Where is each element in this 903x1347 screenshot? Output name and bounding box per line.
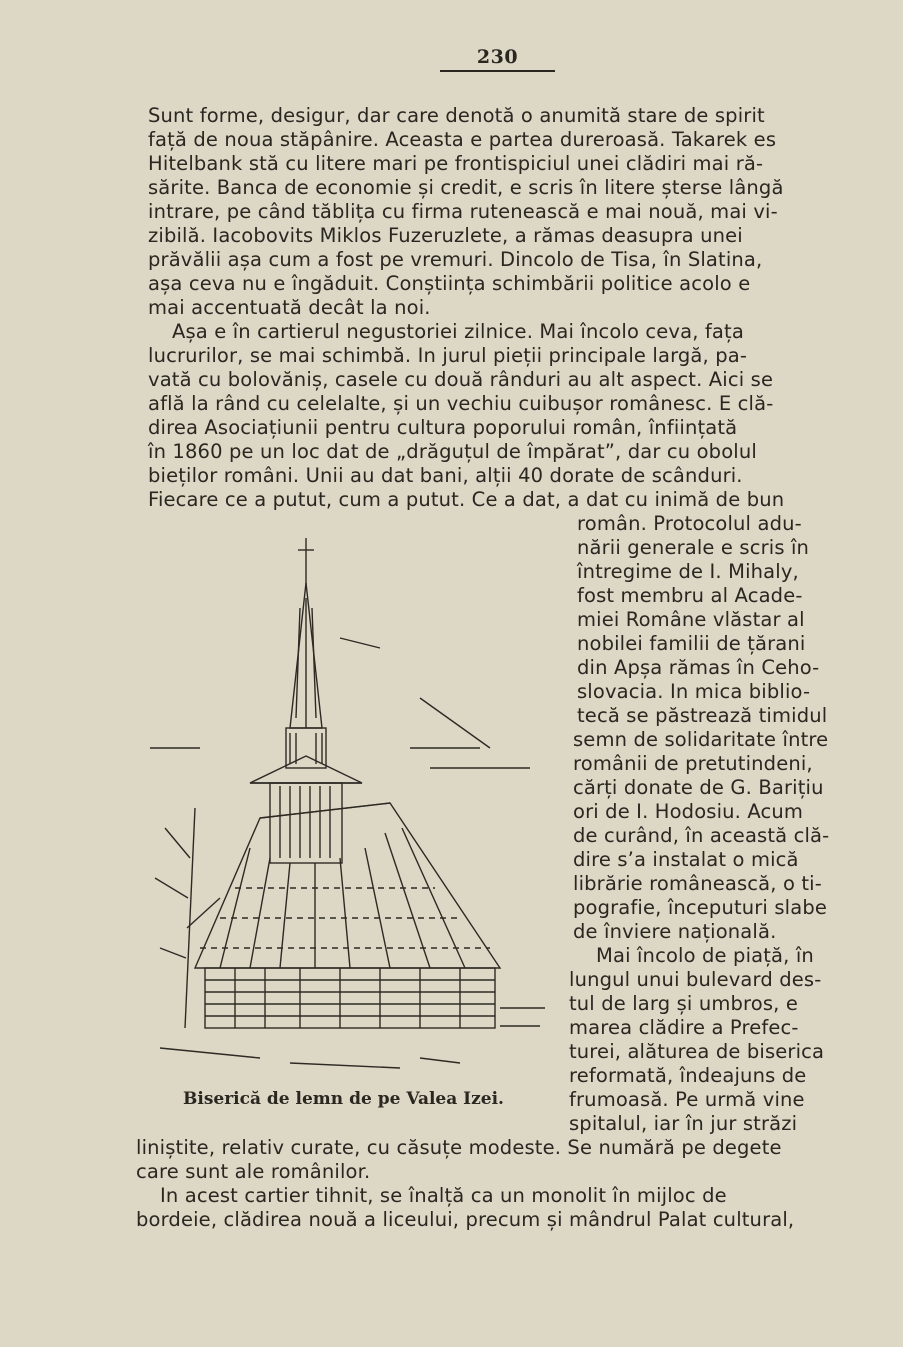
text-line: tecă se păstrează timidul xyxy=(577,704,828,727)
text-line: slovacia. In mica biblio- xyxy=(577,680,811,703)
text-line: Mai încolo de piață, în xyxy=(596,944,814,967)
text-line: Fiecare ce a putut, cum a putut. Ce a dat, a dat cu inimă de bun xyxy=(148,488,785,511)
text-line: spitalul, iar în jur străzi xyxy=(569,1112,798,1135)
text-line: care sunt ale românilor. xyxy=(136,1160,371,1183)
text-line: față de noua stăpânire. Aceasta e partea dureroasă. Takarek es xyxy=(148,128,777,151)
text-line: românii de pretutindeni, xyxy=(573,752,813,775)
text-line: marea clădire a Prefec- xyxy=(569,1016,799,1039)
text-line: dire s’a instalat o mică xyxy=(573,848,799,871)
text-line: intrare, pe când tăblița cu firma rutenească e mai nouă, mai vi- xyxy=(148,200,778,223)
text-line: Sunt forme, desigur, dar care denotă o anumită stare de spirit xyxy=(148,104,765,127)
text-line: direa Asociațiunii pentru cultura poporului român, înființată xyxy=(148,416,738,439)
text-line: nării generale e scris în xyxy=(577,536,810,559)
text-line: prăvălii așa cum a fost pe vremuri. Dincolo de Tisa, în Slatina, xyxy=(148,248,763,271)
text-line: de curând, în această clă- xyxy=(573,824,830,847)
text-line: mai accentuată decât la noi. xyxy=(148,296,431,319)
figure-caption: Biserică de lemn de pe Valea Izei. xyxy=(183,1089,504,1109)
text-line: reformată, îndeajuns de xyxy=(569,1064,807,1087)
text-line: semn de solidaritate între xyxy=(573,728,829,751)
text-line: liniștite, relativ curate, cu căsuțe modeste. Se numără pe degete xyxy=(136,1136,782,1159)
text-line: miei Române vlăstar al xyxy=(577,608,805,631)
text-line: bieților români. Unii au dat bani, alții 40 dorate de scânduri. xyxy=(148,464,743,487)
text-line: lungul unui bulevard des- xyxy=(569,968,822,991)
text-line: librărie românească, o ti- xyxy=(573,872,822,895)
text-line: sărite. Banca de economie și credit, e scris în litere șterse lângă xyxy=(148,176,784,199)
text-line: află la rând cu celelalte, și un vechiu cuibușor românesc. E clă- xyxy=(148,392,774,415)
text-line: lucrurilor, se mai schimbă. In jurul pieții principale largă, pa- xyxy=(148,344,748,367)
text-line: turei, alăturea de biserica xyxy=(569,1040,825,1063)
page-number: 230 xyxy=(476,46,519,68)
page-number-rule xyxy=(440,70,555,72)
text-line: român. Protocolul adu- xyxy=(577,512,802,535)
text-line: fost membru al Acade- xyxy=(577,584,803,607)
text-line: nobilei familii de țărani xyxy=(577,632,806,655)
text-line: Așa e în cartierul negustoriei zilnice. Mai încolo ceva, fața xyxy=(172,320,744,343)
text-line: din Apșa rămas în Ceho- xyxy=(577,656,820,679)
text-line: cărți donate de G. Barițiu xyxy=(573,776,824,799)
wooden-church-illustration xyxy=(140,528,560,1083)
text-line: așa ceva nu e îngăduit. Conștiința schimbării politice acolo e xyxy=(148,272,751,295)
text-line: ori de I. Hodosiu. Acum xyxy=(573,800,804,823)
text-line: Hitelbank stă cu litere mari pe frontispiciul unei clădiri mai ră- xyxy=(148,152,764,175)
text-line: bordeie, clădirea nouă a liceului, precum și mândrul Palat cultural, xyxy=(136,1208,795,1231)
text-line: pografie, începuturi slabe xyxy=(573,896,828,919)
text-line: vată cu bolovăniș, casele cu două rânduri au alt aspect. Aici se xyxy=(148,368,774,391)
text-line: frumoasă. Pe urmă vine xyxy=(569,1088,805,1111)
text-line: de înviere națională. xyxy=(573,920,777,943)
text-line: In acest cartier tihnit, se înalță ca un monolit în mijloc de xyxy=(160,1184,727,1207)
text-line: întregime de I. Mihaly, xyxy=(577,560,799,583)
text-line: tul de larg și umbros, e xyxy=(569,992,798,1015)
text-line: zibilă. Iacobovits Miklos Fuzeruzlete, a rămas deasupra unei xyxy=(148,224,743,247)
text-line: în 1860 pe un loc dat de „drăguțul de împărat”, dar cu obolul xyxy=(148,440,757,463)
